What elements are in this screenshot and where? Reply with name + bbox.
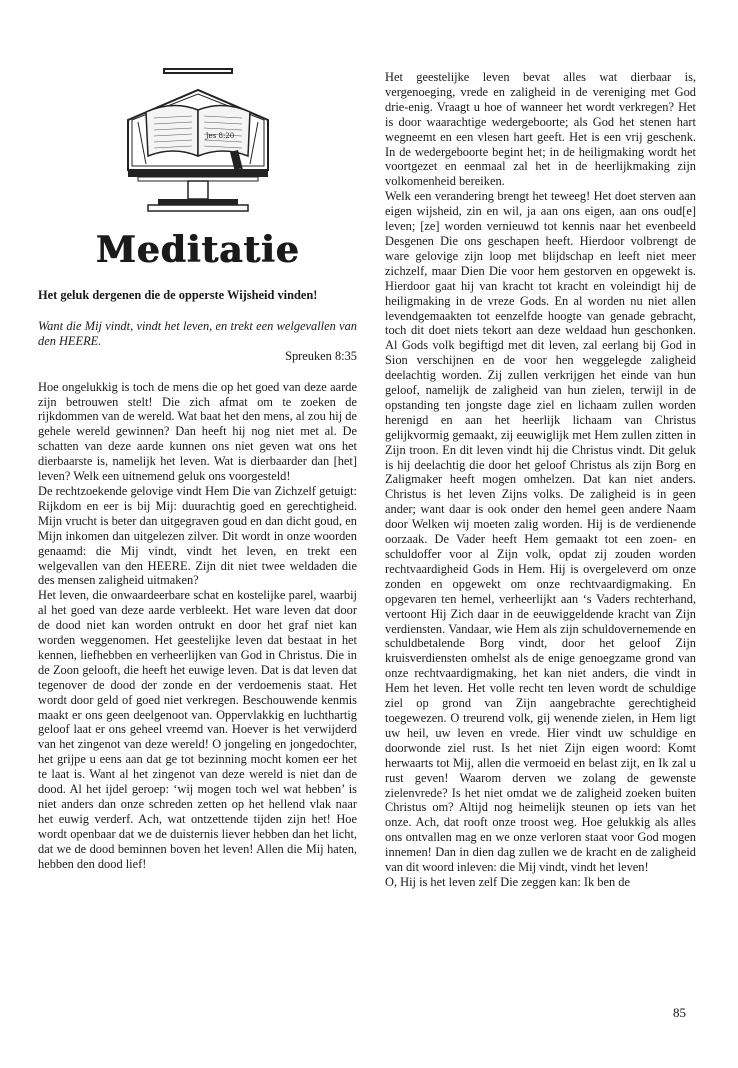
page-number: 85: [673, 1005, 686, 1020]
article-heading: Het geluk dergenen die de opperste Wijsheid vinden!: [38, 288, 318, 302]
paragraph: Hoe ongelukkig is toch de mens die op het goed van deze aarde zijn betrouwen stelt! Die zich afmat om te zoeken de rijkdommen van de wereld. Wat baat het den mens, al zou hij de gehele wereld gewinnen? Dan heeft hij nog niet met al. De schatten van deze aarde kunnen ons niet geven wat ons het dierbaarste is, namelijk het leven. Wat is dierbaarder dan [het] leven? Welk een uitnemend geluk ons voorgesteld!: [38, 379, 357, 484]
paragraph: Het geestelijke leven bevat alles wat dierbaar is, vergenoeging, vrede en zaligheid in de vereniging met God drie-enig. Vraagt u hoe of wanneer het wordt verkregen? Het is door waarachtige wedergeboorte; als God het stenen hart wegneemt en een vlesen hart geeft. Het is een vrij geschenk. In de wedergeboorte begint het; in de heiligmaking wordt het voortgezet en eenmaal zal het in de heerlijkmaking zijn volkomenheid bereiken.: [385, 70, 696, 189]
open-bible-on-lectern-icon: [118, 60, 278, 220]
left-column: [38, 60, 357, 872]
book-inscription: Jes 8:20: [205, 132, 234, 140]
paragraph: O, Hij is het leven zelf Die zeggen kan: Ik ben de: [385, 874, 630, 889]
page-title: Meditatie: [95, 229, 300, 271]
right-column: [385, 70, 696, 890]
paragraph: Welk een verandering brengt het teweeg! Het doet sterven aan eigen wijsheid, zin en wil, ja aan ons eigen, aan ons oud[e] leven; [ze] worden vernieuwd tot kennis naar het evenbeeld Desgenen Die ons geschapen heeft. Hierdoor volbrengt de ware gelovige zijn loop met blijdschap en leeft niet meer zichzelf, maar Dien Die voor hem gestorven en opgewekt is. Hierdoor gaat hij van kracht tot kracht en voleindigt hij de heiligmaking in de vreze Gods. En al worden nu niet allen levendgemaakten tot eenzelfde hoogte van genade gebracht, toch dit doet niets tekort aan deze weldaad hun geschonken. Al Gods volk begiftigd met dit leven, zal eerlang bij God in Sion verschijnen en de voor hen weggelegde zaligheid deelachtig worden. Zij zullen verkrijgen het einde van hun geloof, namelijk de zaligheid van hun zielen, terwijl in de opstanding ten jongste dage ziel en lichaam zullen worden herenigd en aan het heerlijk lichaam van Christus gelijkvormig gemaakt, zij eeuwiglijk met Hem zullen zitten in Zijn troon. En dit leven vindt hij die Christus vindt. Dit geluk is hij deelachtig die door het geloof Christus als zijn Borg en Zaligmaker heeft mogen omhelzen. Dat kan niet anders. Christus is het leven Zijns volks. De zaligheid is in geen ander; want daar is ook onder den hemel geen andere Naam door Welken wij moeten zalig worden. Hij is de verdienende oorzaak. De Vader heeft Hem gemaakt tot een zoen- en schuldoffer voor al Zijn volk, opdat zij zouden worden rechtvaardigheid Gods in Hem. Hij is overgeleverd om onze zonden en opgewekt om onze rechtvaardigmaking. En opgevaren ten hemel, verheerlijkt aan ‘s Vaders rechterhand, vertoont Hij Zich daar in de eeuwiggeldende kracht van Zijn verdiensten. Vandaar, wie Hem als zijn schuldovernemende en schuldbetalende Borg vindt, door het geloof Zijn kruisverdiensten omhelst als de enige genoegzame grond van onze rechtvaardigmaking, het kan niet anders, die vindt in Hem het leven. Het volle recht ten leven wordt de schuldige ziel op grond van Zijn aangebrachte gerechtigheid toegewezen. O treurend volk, gij wenende zielen, in Hem ligt uw heil, uw leven en vrede. Hier vindt uw schuldige en doorwonde ziel rust. Is het niet Zijn eigen woord: Komt herwaarts tot Mij, allen die vermoeid en belast zijt, en Ik zal u rust geven! Waarom derven we zolang de gewenste zielenvrede? Is het niet omdat we de zaligheid zoeken buiten Christus om? Altijd nog heimelijk steunen op iets van het onze. Ach, dat rooft onze troost weg. Hoe gelukkig als alles ons ontvallen mag en we onze verloren staat voor God mogen innemen! Dan in dien dag zullen we de kracht en de zaligheid van dit woord inleven: die Mij vindt, vindt het leven!: [385, 189, 696, 875]
scripture-verse: Want die Mij vindt, vindt het leven, en trekt een welgevallen van den HEERE.: [38, 318, 357, 348]
paragraph: De rechtzoekende gelovige vindt Hem Die van Zichzelf getuigt: Rijkdom en eer is bij Mij: duurachtig goed en gerechtigheid. Mijn vrucht is beter dan uitgegraven goud en dan dicht goud, en Mijn inkomen dan uitgelezen zilver. Dit wordt in onze woorden genaamd: die Mij vindt, vindt het leven, en trekt een welgevallen van den HEERE. Zijn dit niet twee weldaden die des mensen zaligheid uitmaken?: [38, 483, 357, 588]
scripture-reference: Spreuken 8:35: [285, 348, 357, 363]
paragraph: Het leven, die onwaardeerbare schat en kostelijke parel, waarbij al het goed van deze aarde verbleekt. Het ware leven dat door de dood niet kan worden ontrukt en door het graf niet kan worden weggenomen. Het geestelijke leven dat bestaat in het kennen, liefhebben en verheerlijken van God in Christus. Die in de Zoon gelooft, die heeft het euwige leven. Dat is dat leven dat tegenover de dood der zonde en der verdoemenis staat. Het wordt door geld of goed niet verkregen. Beschouwende kenmis maakt er ons geen deelgenoot van. Oppervlakkig en luchthartig geloof laat er ons geheel vreemd van. Hoever is het verwijderd van het zingenot van deze wereld! O jongeling en jongedochter, het grijpe u eens aan dat ge tot bezinning mocht komen eer het te laat is. Want al het zingenot van deze wereld is niet dan de dood. Al het ijdel geroep: ‘wij mogen toch wel wat hebben’ is niet anders dan onze schreden zetten op het hellend vlak naar het euwig verderf. Ach, wat ontzettende tijden zijn het! Hoe wordt openbaar dat we de duisternis liever hebben dan het licht, dat we de dood beminnen boven het leven! Allen die Mij haten, hebben den dood lief!: [38, 588, 357, 871]
